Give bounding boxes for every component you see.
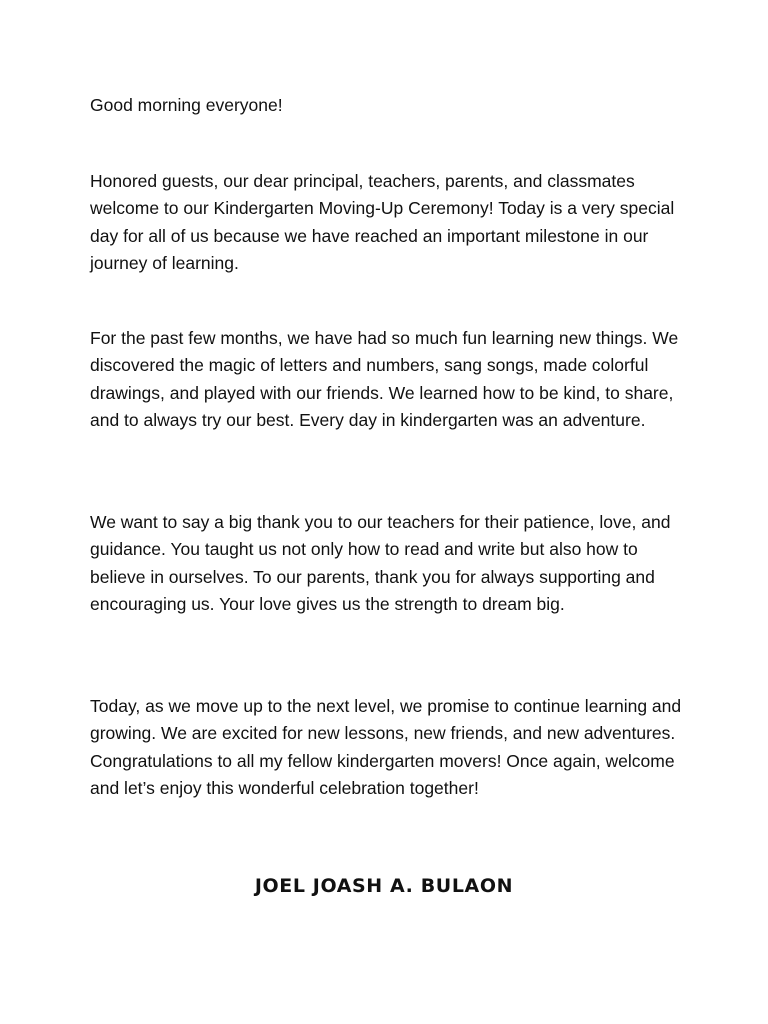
speech-paragraph-welcome: Honored guests, our dear principal, teachers, parents, and classmates welcome to our Kindergarten Moving-Up Ceremony! Today is a very special day for all of us because we have reached an important milestone in our journey of learning.: [90, 171, 675, 273]
speech-paragraph-learning: For the past few months, we have had so much fun learning new things. We discovered the magic of letters and numbers, sang songs, made colorful drawings, and played with our friends. We learned how to be kind, to share, and to always try our best. Every day in kindergarten was an adventure.: [90, 328, 679, 430]
speaker-signature: JOEL JOASH A. BULAON: [254, 875, 514, 897]
speech-paragraph-closing: Today, as we move up to the next level, we promise to continue learning and growing. We are excited for new lessons, new friends, and new adventures. Congratulations to all my fellow kindergarten movers! Once again, welcome and let’s enjoy this wonderful celebration together!: [90, 696, 682, 798]
speech-paragraph-thanks: We want to say a big thank you to our teachers for their patience, love, and guidance. You taught us not only how to read and write but also how to believe in ourselves. To our parents, thank you for always supporting and encouraging us. Your love gives us the strength to dream big.: [90, 512, 671, 614]
greeting-line: Good morning everyone!: [90, 95, 283, 115]
